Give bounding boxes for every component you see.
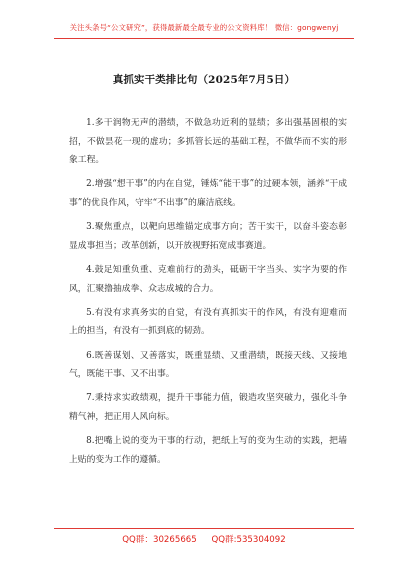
paragraph-1: 1.多干润物无声的潜绩，不做急功近利的显绩；多出强基固根的实招，不做昙花一现的虚功；多抓管长远的基础工程，不做华而不实的形象工程。 xyxy=(69,118,347,166)
footer-qq-group-2: QQ群:535304092 xyxy=(211,535,286,545)
paragraph-2: 2.增强“想干事”的内在自觉，锤炼“能干事”的过硬本领，涵养“干成事”的优良作风，守牢“不出事”的廉洁底线。 xyxy=(69,179,347,208)
header-notice: 关注头条号“公文研究”，获得最新最全最专业的公文资料库！ 微信：gongwenyj xyxy=(69,23,339,32)
footer-divider xyxy=(54,528,354,529)
paragraph-8: 8.把嘴上说的变为干事的行动，把纸上写的变为生动的实践，把墙上贴的变为工作的遵循。 xyxy=(69,436,347,465)
document-title: 真抓实干类排比句（2025年7月5日） xyxy=(112,74,296,86)
document-body xyxy=(69,114,347,475)
footer-contacts xyxy=(0,533,408,545)
paragraph-4: 4.鼓足知重负重、克难前行的劲头，砥砺干字当头、实字为要的作风，汇聚撸抽成拳、众志成城的合力。 xyxy=(69,264,347,294)
header-divider xyxy=(54,38,354,39)
paragraph-7: 7.秉持求实政绩观，提升干事能力值，锻造攻坚突破力，强化斗争精气神，把正用人风向标。 xyxy=(69,393,347,422)
paragraph-6: 6.既善谋划、又善落实，既重显绩、又重潜绩，既接天线、又接地气，既能干事、又不出事。 xyxy=(69,350,347,380)
paragraph-3: 3.聚焦重点，以靶向思维锚定成事方向；苦干实干，以奋斗姿态彰显成事担当；改革创新，以开放视野拓宽成事赛道。 xyxy=(69,222,347,251)
paragraph-5: 5.有没有求真务实的自觉，有没有真抓实干的作风，有没有迎难而上的担当，有没有一抓到底的韧劲。 xyxy=(69,307,347,337)
footer-qq-group-1: QQ群：30265665 xyxy=(122,535,197,545)
